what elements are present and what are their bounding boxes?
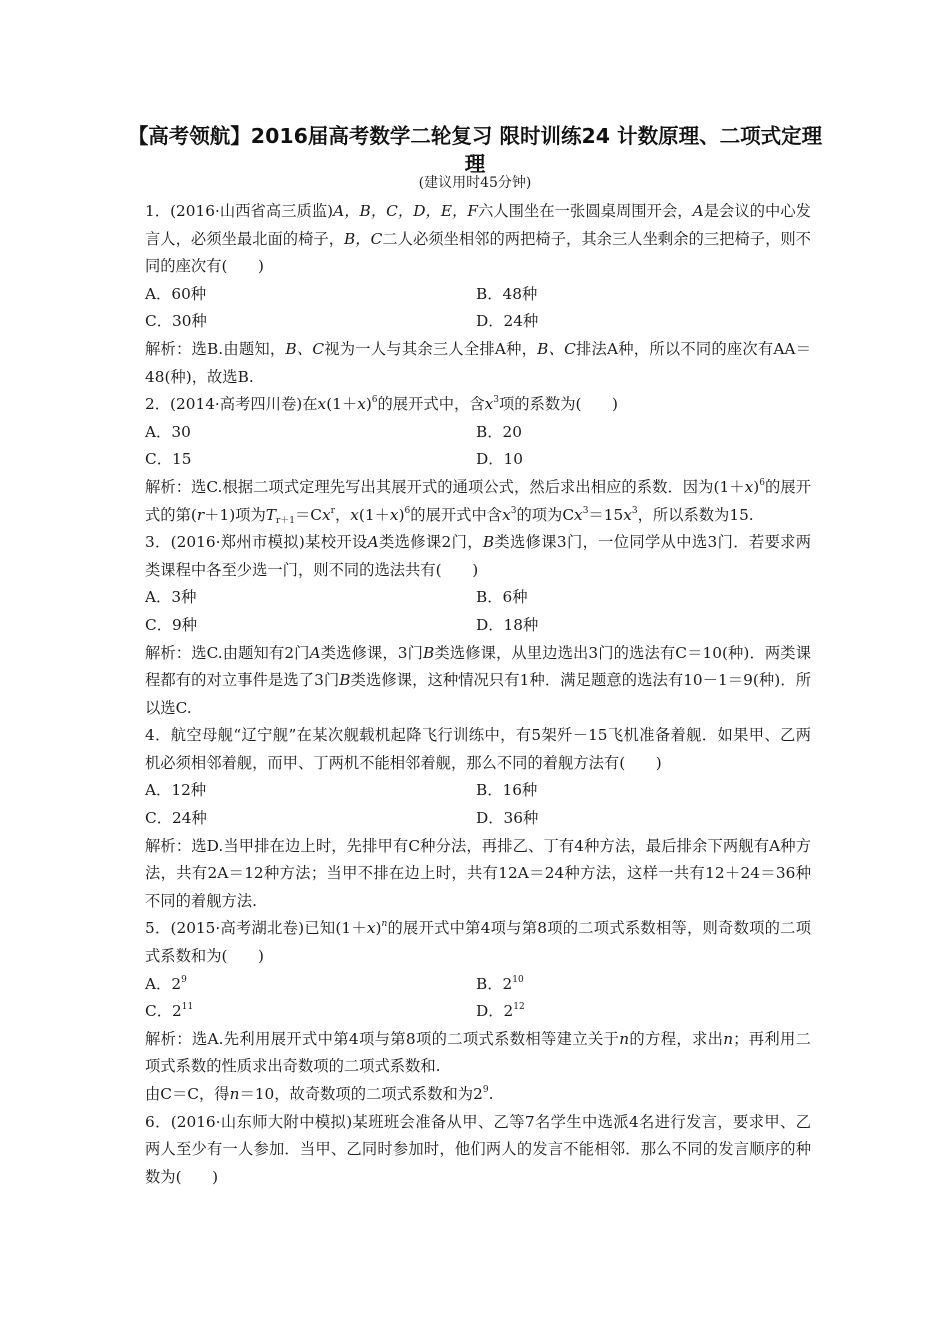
option-a: A．3种: [145, 588, 197, 607]
option-d: D．36种: [476, 809, 539, 828]
question-3-options-row-1: [145, 584, 811, 612]
option-b: B．20: [476, 422, 523, 441]
question-1-options-row-2: [145, 308, 811, 336]
question-1-solution: 解析：选B.由题知，B、C视为一人与其余三人全排A种，B、C排法A种，所以不同的座次有AA＝48(种)，故选B.: [145, 339, 811, 386]
option-b: B．6种: [476, 588, 528, 607]
option-b: B．$2^{10}$: [476, 974, 524, 993]
question-4-solution: 解析：选D.当甲排在边上时，先排甲有C种分法，再排乙、丁有4种方法，最后排余下两舰有A种方法，共有2A＝12种方法；当甲不排在边上时，共有12A＝24种方法，这样一共有12＋24＝36种不同的着舰方法.: [145, 836, 811, 910]
page-title: 【高考领航】2016届高考数学二轮复习 限时训练24 计数原理、二项式定理 理: [127, 124, 823, 176]
option-c: C．30种: [145, 312, 207, 331]
option-b: B．16种: [476, 781, 538, 800]
exercise-content: [145, 198, 811, 1191]
option-d: D．10: [476, 450, 524, 469]
option-a: A．60种: [145, 284, 207, 303]
question-2-stem: 2．(2014·高考四川卷)在$x(1+x)^6$的展开式中，含$x^3$项的系数为( ): [145, 395, 619, 414]
option-d: D．24种: [476, 312, 539, 331]
question-2-options-row-2: [145, 446, 811, 474]
question-5-options-row-1: [145, 971, 811, 999]
question-1-options-row-1: [145, 281, 811, 309]
suggested-time: (建议用时45分钟): [418, 175, 532, 191]
option-d: D．$2^{12}$: [476, 1002, 525, 1021]
question-4-options-row-1: [145, 777, 811, 805]
question-5-options-row-2: [145, 998, 811, 1026]
option-b: B．48种: [476, 284, 538, 303]
option-c: C．15: [145, 450, 192, 469]
question-4-stem: 4．航空母舰“辽宁舰”在某次舰载机起降飞行训练中，有5架歼－15飞机准备着舰．如果甲、乙两机必须相邻着舰，而甲、丁两机不能相邻着舰，那么不同的着舰方法有( ): [145, 726, 811, 772]
option-d: D．18种: [476, 615, 539, 634]
question-4-options-row-2: [145, 805, 811, 833]
option-c: C．$2^{11}$: [145, 1002, 194, 1021]
question-2-solution: 解析：选C.根据二项式定理先写出其展开式的通项公式，然后求出相应的系数．因为$(1+x)^6$的展开式的第(r＋1)项为$T_{r+1}=Cx^r$，$x(1+x)^6$的展开式中含$x^3$的项为$Cx^3=15x^3$，所以系数为15.: [145, 477, 811, 526]
option-a: A．30: [145, 422, 191, 441]
question-2-options-row-1: [145, 419, 811, 447]
option-c: C．24种: [145, 809, 207, 828]
question-6-stem: 6．(2016·山东师大附中模拟)某班班会准备从甲、乙等7名学生中选派4名进行发言，要求甲、乙两人至少有一人参加．当甲、乙同时参加时，他们两人的发言不能相邻．那么不同的发言顺序的种数为( ): [145, 1112, 811, 1186]
option-a: A．$2^9$: [145, 974, 187, 993]
question-3-stem: 3．(2016·郑州市模拟)某校开设A类选修课2门，B类选修课3门，一位同学从中选3门．若要求两类课程中各至少选一门，则不同的选法共有( ): [145, 533, 811, 579]
question-5-stem: 5．(2015·高考湖北卷)已知$(1+x)^n$的展开式中第4项与第8项的二项式系数相等，则奇数项的二项式系数和为( ): [145, 919, 811, 966]
question-3-options-row-2: [145, 612, 811, 640]
question-5-solution: 解析：选A.先利用展开式中第4项与第8项的二项式系数相等建立关于n的方程，求出n；再利用二项式系数的性质求出奇数项的二项式系数和.: [145, 1029, 811, 1076]
option-c: C．9种: [145, 615, 198, 634]
option-a: A．12种: [145, 781, 207, 800]
question-5-solution-line-2: 由C＝C，得n＝10，故奇数项的二项式系数和为$2^9$.: [145, 1085, 494, 1103]
question-3-solution: 解析：选C.由题知有2门A类选修课，3门B类选修课，从里边选出3门的选法有C＝10(种)．两类课程都有的对立事件是选了3门B类选修课，这种情况只有1种．满足题意的选法有10－1＝9(种)．所以选C.: [145, 643, 811, 717]
question-1-stem: 1．(2016·山西省高三质监)A，B，C，D，E，F六人围坐在一张圆桌周围开会，A是会议的中心发言人，必须坐最北面的椅子，B，C二人必须坐相邻的两把椅子，其余三人坐剩余的三把椅子，则不同的座次有( ): [145, 202, 811, 276]
